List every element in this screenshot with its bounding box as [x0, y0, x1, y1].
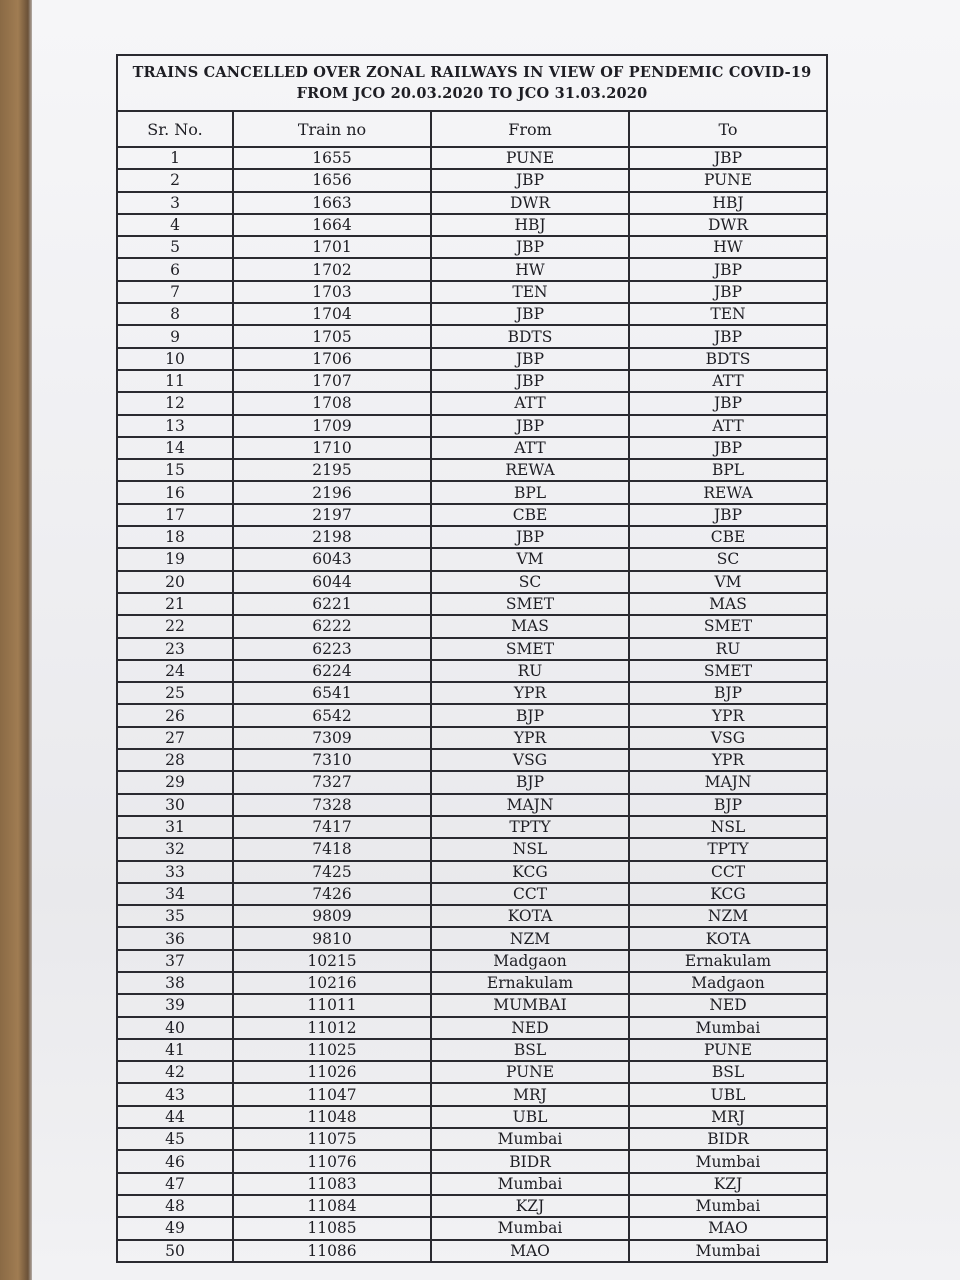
cell-train-no: 1663 — [233, 192, 431, 214]
cell-train-no: 10216 — [233, 972, 431, 994]
cell-to: ATT — [629, 415, 827, 437]
cell-sr-no: 27 — [117, 727, 233, 749]
cell-to: ATT — [629, 370, 827, 392]
table-row — [117, 526, 827, 548]
table-row — [117, 303, 827, 325]
cell-from: SMET — [431, 638, 629, 660]
cell-sr-no: 37 — [117, 950, 233, 972]
table-row — [117, 169, 827, 191]
table-row — [117, 794, 827, 816]
cell-sr-no: 35 — [117, 905, 233, 927]
cell-to: SC — [629, 548, 827, 570]
cell-train-no: 10215 — [233, 950, 431, 972]
table-row — [117, 1128, 827, 1150]
cell-train-no: 7418 — [233, 838, 431, 860]
cell-from: CBE — [431, 504, 629, 526]
cell-to: YPR — [629, 749, 827, 771]
cell-sr-no: 32 — [117, 838, 233, 860]
cell-train-no: 2195 — [233, 459, 431, 481]
cell-to: JBP — [629, 258, 827, 280]
cell-from: JBP — [431, 236, 629, 258]
table-row — [117, 615, 827, 637]
cell-to: NZM — [629, 905, 827, 927]
cell-from: JBP — [431, 526, 629, 548]
cell-train-no: 1664 — [233, 214, 431, 236]
cell-train-no: 1706 — [233, 348, 431, 370]
cell-sr-no: 43 — [117, 1083, 233, 1105]
cell-from: JBP — [431, 370, 629, 392]
table-row — [117, 727, 827, 749]
cell-to: BJP — [629, 794, 827, 816]
cell-train-no: 11048 — [233, 1106, 431, 1128]
table-row — [117, 370, 827, 392]
cell-from: VM — [431, 548, 629, 570]
table-row — [117, 415, 827, 437]
cell-train-no: 11026 — [233, 1061, 431, 1083]
cell-train-no: 11085 — [233, 1217, 431, 1239]
cell-to: PUNE — [629, 1039, 827, 1061]
cell-sr-no: 17 — [117, 504, 233, 526]
cell-to: UBL — [629, 1083, 827, 1105]
cell-from: VSG — [431, 749, 629, 771]
cell-sr-no: 15 — [117, 459, 233, 481]
table-row — [117, 1106, 827, 1128]
header-sr-no: Sr. No. — [117, 111, 233, 147]
cell-from: MRJ — [431, 1083, 629, 1105]
cell-to: JBP — [629, 504, 827, 526]
cell-from: ATT — [431, 392, 629, 414]
cell-to: HBJ — [629, 192, 827, 214]
cell-to: Madgaon — [629, 972, 827, 994]
cell-train-no: 6224 — [233, 660, 431, 682]
cell-train-no: 11083 — [233, 1173, 431, 1195]
cell-sr-no: 14 — [117, 437, 233, 459]
table-row — [117, 905, 827, 927]
table-row — [117, 593, 827, 615]
cell-train-no: 6541 — [233, 682, 431, 704]
cell-train-no: 6221 — [233, 593, 431, 615]
table-row — [117, 950, 827, 972]
cell-to: BSL — [629, 1061, 827, 1083]
table-row — [117, 1039, 827, 1061]
cell-to: TPTY — [629, 838, 827, 860]
cell-train-no: 6542 — [233, 704, 431, 726]
cell-to: BDTS — [629, 348, 827, 370]
cell-from: JBP — [431, 169, 629, 191]
cell-sr-no: 9 — [117, 325, 233, 347]
cell-to: JBP — [629, 325, 827, 347]
table-row — [117, 1017, 827, 1039]
cell-to: MRJ — [629, 1106, 827, 1128]
cell-from: NED — [431, 1017, 629, 1039]
cell-to: JBP — [629, 437, 827, 459]
cell-from: YPR — [431, 682, 629, 704]
table-row — [117, 660, 827, 682]
cell-to: VSG — [629, 727, 827, 749]
cell-sr-no: 28 — [117, 749, 233, 771]
cell-from: CCT — [431, 883, 629, 905]
cell-train-no: 11047 — [233, 1083, 431, 1105]
cell-from: Ernakulam — [431, 972, 629, 994]
cell-to: REWA — [629, 481, 827, 503]
table-row — [117, 1150, 827, 1172]
cell-train-no: 1656 — [233, 169, 431, 191]
cell-train-no: 7328 — [233, 794, 431, 816]
cell-from: KOTA — [431, 905, 629, 927]
cell-to: BIDR — [629, 1128, 827, 1150]
cell-from: BPL — [431, 481, 629, 503]
table-row — [117, 281, 827, 303]
cell-sr-no: 44 — [117, 1106, 233, 1128]
table-row — [117, 392, 827, 414]
cell-to: SMET — [629, 615, 827, 637]
cell-sr-no: 24 — [117, 660, 233, 682]
cell-train-no: 1709 — [233, 415, 431, 437]
cell-from: YPR — [431, 727, 629, 749]
cell-sr-no: 47 — [117, 1173, 233, 1195]
table-row — [117, 1061, 827, 1083]
cell-from: BSL — [431, 1039, 629, 1061]
cell-train-no: 7309 — [233, 727, 431, 749]
cell-from: NSL — [431, 838, 629, 860]
cell-from: UBL — [431, 1106, 629, 1128]
cell-train-no: 7417 — [233, 816, 431, 838]
cell-from: TEN — [431, 281, 629, 303]
title-line-1: TRAINS CANCELLED OVER ZONAL RAILWAYS IN VIEW OF PENDEMIC COVID-19 — [132, 64, 812, 81]
cell-to: Mumbai — [629, 1017, 827, 1039]
cell-train-no: 2196 — [233, 481, 431, 503]
cell-to: NSL — [629, 816, 827, 838]
table-row — [117, 704, 827, 726]
cell-sr-no: 31 — [117, 816, 233, 838]
cell-train-no: 7310 — [233, 749, 431, 771]
cell-from: BDTS — [431, 325, 629, 347]
table-row — [117, 1217, 827, 1239]
cell-sr-no: 26 — [117, 704, 233, 726]
cell-train-no: 2197 — [233, 504, 431, 526]
cell-train-no: 11076 — [233, 1150, 431, 1172]
cell-sr-no: 16 — [117, 481, 233, 503]
cell-to: DWR — [629, 214, 827, 236]
table-row — [117, 504, 827, 526]
cell-train-no: 1655 — [233, 147, 431, 169]
table-body — [117, 147, 827, 1262]
cell-train-no: 7426 — [233, 883, 431, 905]
cell-sr-no: 23 — [117, 638, 233, 660]
cell-from: PUNE — [431, 147, 629, 169]
header-train-no: Train no — [233, 111, 431, 147]
cell-sr-no: 12 — [117, 392, 233, 414]
cell-sr-no: 49 — [117, 1217, 233, 1239]
table-row — [117, 838, 827, 860]
cell-train-no: 1702 — [233, 258, 431, 280]
table-row — [117, 481, 827, 503]
cell-train-no: 1705 — [233, 325, 431, 347]
cell-from: SC — [431, 571, 629, 593]
cell-sr-no: 19 — [117, 548, 233, 570]
cell-train-no: 11012 — [233, 1017, 431, 1039]
cell-to: CBE — [629, 526, 827, 548]
table-row — [117, 459, 827, 481]
cell-sr-no: 30 — [117, 794, 233, 816]
cell-to: JBP — [629, 147, 827, 169]
cell-train-no: 1701 — [233, 236, 431, 258]
cell-from: REWA — [431, 459, 629, 481]
cell-train-no: 1707 — [233, 370, 431, 392]
cell-sr-no: 39 — [117, 994, 233, 1016]
cell-sr-no: 33 — [117, 861, 233, 883]
cell-from: HW — [431, 258, 629, 280]
table-row — [117, 214, 827, 236]
cell-from: JBP — [431, 348, 629, 370]
cell-sr-no: 21 — [117, 593, 233, 615]
table-row — [117, 348, 827, 370]
cell-sr-no: 3 — [117, 192, 233, 214]
cell-from: JBP — [431, 415, 629, 437]
cell-to: KCG — [629, 883, 827, 905]
cell-sr-no: 7 — [117, 281, 233, 303]
cell-from: Madgaon — [431, 950, 629, 972]
table-row — [117, 548, 827, 570]
cell-sr-no: 41 — [117, 1039, 233, 1061]
cell-sr-no: 13 — [117, 415, 233, 437]
cell-sr-no: 6 — [117, 258, 233, 280]
cell-from: RU — [431, 660, 629, 682]
cell-to: PUNE — [629, 169, 827, 191]
table-row — [117, 437, 827, 459]
cell-sr-no: 40 — [117, 1017, 233, 1039]
cell-to: Ernakulam — [629, 950, 827, 972]
table-row — [117, 638, 827, 660]
cell-sr-no: 20 — [117, 571, 233, 593]
cell-train-no: 6044 — [233, 571, 431, 593]
cell-to: BJP — [629, 682, 827, 704]
cell-to: KOTA — [629, 927, 827, 949]
cell-to: NED — [629, 994, 827, 1016]
cell-to: SMET — [629, 660, 827, 682]
cell-to: BPL — [629, 459, 827, 481]
cell-sr-no: 8 — [117, 303, 233, 325]
cell-from: DWR — [431, 192, 629, 214]
cell-sr-no: 11 — [117, 370, 233, 392]
cell-train-no: 1710 — [233, 437, 431, 459]
header-from: From — [431, 111, 629, 147]
table-row — [117, 682, 827, 704]
cell-to: RU — [629, 638, 827, 660]
cell-train-no: 11075 — [233, 1128, 431, 1150]
cell-from: KCG — [431, 861, 629, 883]
cell-from: PUNE — [431, 1061, 629, 1083]
table-row — [117, 1240, 827, 1262]
cell-train-no: 6223 — [233, 638, 431, 660]
cell-train-no: 1704 — [233, 303, 431, 325]
table-row — [117, 861, 827, 883]
cell-sr-no: 50 — [117, 1240, 233, 1262]
cell-from: TPTY — [431, 816, 629, 838]
cell-to: Mumbai — [629, 1195, 827, 1217]
cell-from: MAO — [431, 1240, 629, 1262]
table-row — [117, 325, 827, 347]
cell-to: VM — [629, 571, 827, 593]
cell-to: CCT — [629, 861, 827, 883]
table-row — [117, 771, 827, 793]
cell-from: ATT — [431, 437, 629, 459]
cell-train-no: 7327 — [233, 771, 431, 793]
cell-to: HW — [629, 236, 827, 258]
cell-from: Mumbai — [431, 1128, 629, 1150]
cell-from: BJP — [431, 771, 629, 793]
cell-from: BJP — [431, 704, 629, 726]
cell-to: Mumbai — [629, 1150, 827, 1172]
cell-sr-no: 46 — [117, 1150, 233, 1172]
header-to: To — [629, 111, 827, 147]
cell-train-no: 1708 — [233, 392, 431, 414]
cell-sr-no: 22 — [117, 615, 233, 637]
cell-from: KZJ — [431, 1195, 629, 1217]
cell-train-no: 9810 — [233, 927, 431, 949]
cell-train-no: 11025 — [233, 1039, 431, 1061]
title-line-2: FROM JCO 20.03.2020 TO JCO 31.03.2020 — [296, 85, 648, 102]
cell-sr-no: 45 — [117, 1128, 233, 1150]
table-row — [117, 147, 827, 169]
cell-sr-no: 5 — [117, 236, 233, 258]
cell-sr-no: 42 — [117, 1061, 233, 1083]
cell-from: Mumbai — [431, 1173, 629, 1195]
cell-sr-no: 38 — [117, 972, 233, 994]
cancelled-trains-table — [116, 54, 828, 1263]
cell-train-no: 9809 — [233, 905, 431, 927]
table-row — [117, 258, 827, 280]
table-row — [117, 972, 827, 994]
cell-train-no: 11084 — [233, 1195, 431, 1217]
cell-from: MAJN — [431, 794, 629, 816]
cell-sr-no: 2 — [117, 169, 233, 191]
cell-sr-no: 25 — [117, 682, 233, 704]
table-row — [117, 749, 827, 771]
cell-to: MAS — [629, 593, 827, 615]
cell-from: MAS — [431, 615, 629, 637]
table-row — [117, 994, 827, 1016]
cell-train-no: 11011 — [233, 994, 431, 1016]
cell-to: MAJN — [629, 771, 827, 793]
cell-sr-no: 10 — [117, 348, 233, 370]
cell-sr-no: 36 — [117, 927, 233, 949]
cell-from: SMET — [431, 593, 629, 615]
cell-to: KZJ — [629, 1173, 827, 1195]
table-title — [117, 55, 827, 111]
table-row — [117, 1083, 827, 1105]
cell-to: TEN — [629, 303, 827, 325]
cell-train-no: 1703 — [233, 281, 431, 303]
cell-from: HBJ — [431, 214, 629, 236]
table-row — [117, 883, 827, 905]
cell-sr-no: 1 — [117, 147, 233, 169]
table-row — [117, 816, 827, 838]
cell-train-no: 6043 — [233, 548, 431, 570]
table-row — [117, 1173, 827, 1195]
cell-to: JBP — [629, 392, 827, 414]
cell-from: MUMBAI — [431, 994, 629, 1016]
table-row — [117, 1195, 827, 1217]
table-row — [117, 927, 827, 949]
cell-train-no: 11086 — [233, 1240, 431, 1262]
cell-to: MAO — [629, 1217, 827, 1239]
table-row — [117, 192, 827, 214]
cell-from: NZM — [431, 927, 629, 949]
cell-train-no: 7425 — [233, 861, 431, 883]
cell-sr-no: 29 — [117, 771, 233, 793]
cell-sr-no: 18 — [117, 526, 233, 548]
table-row — [117, 236, 827, 258]
cell-sr-no: 4 — [117, 214, 233, 236]
cell-to: JBP — [629, 281, 827, 303]
cell-sr-no: 34 — [117, 883, 233, 905]
cell-train-no: 6222 — [233, 615, 431, 637]
cell-from: Mumbai — [431, 1217, 629, 1239]
cell-to: Mumbai — [629, 1240, 827, 1262]
cell-to: YPR — [629, 704, 827, 726]
cell-from: JBP — [431, 303, 629, 325]
cell-from: BIDR — [431, 1150, 629, 1172]
cell-sr-no: 48 — [117, 1195, 233, 1217]
cell-train-no: 2198 — [233, 526, 431, 548]
table-row — [117, 571, 827, 593]
